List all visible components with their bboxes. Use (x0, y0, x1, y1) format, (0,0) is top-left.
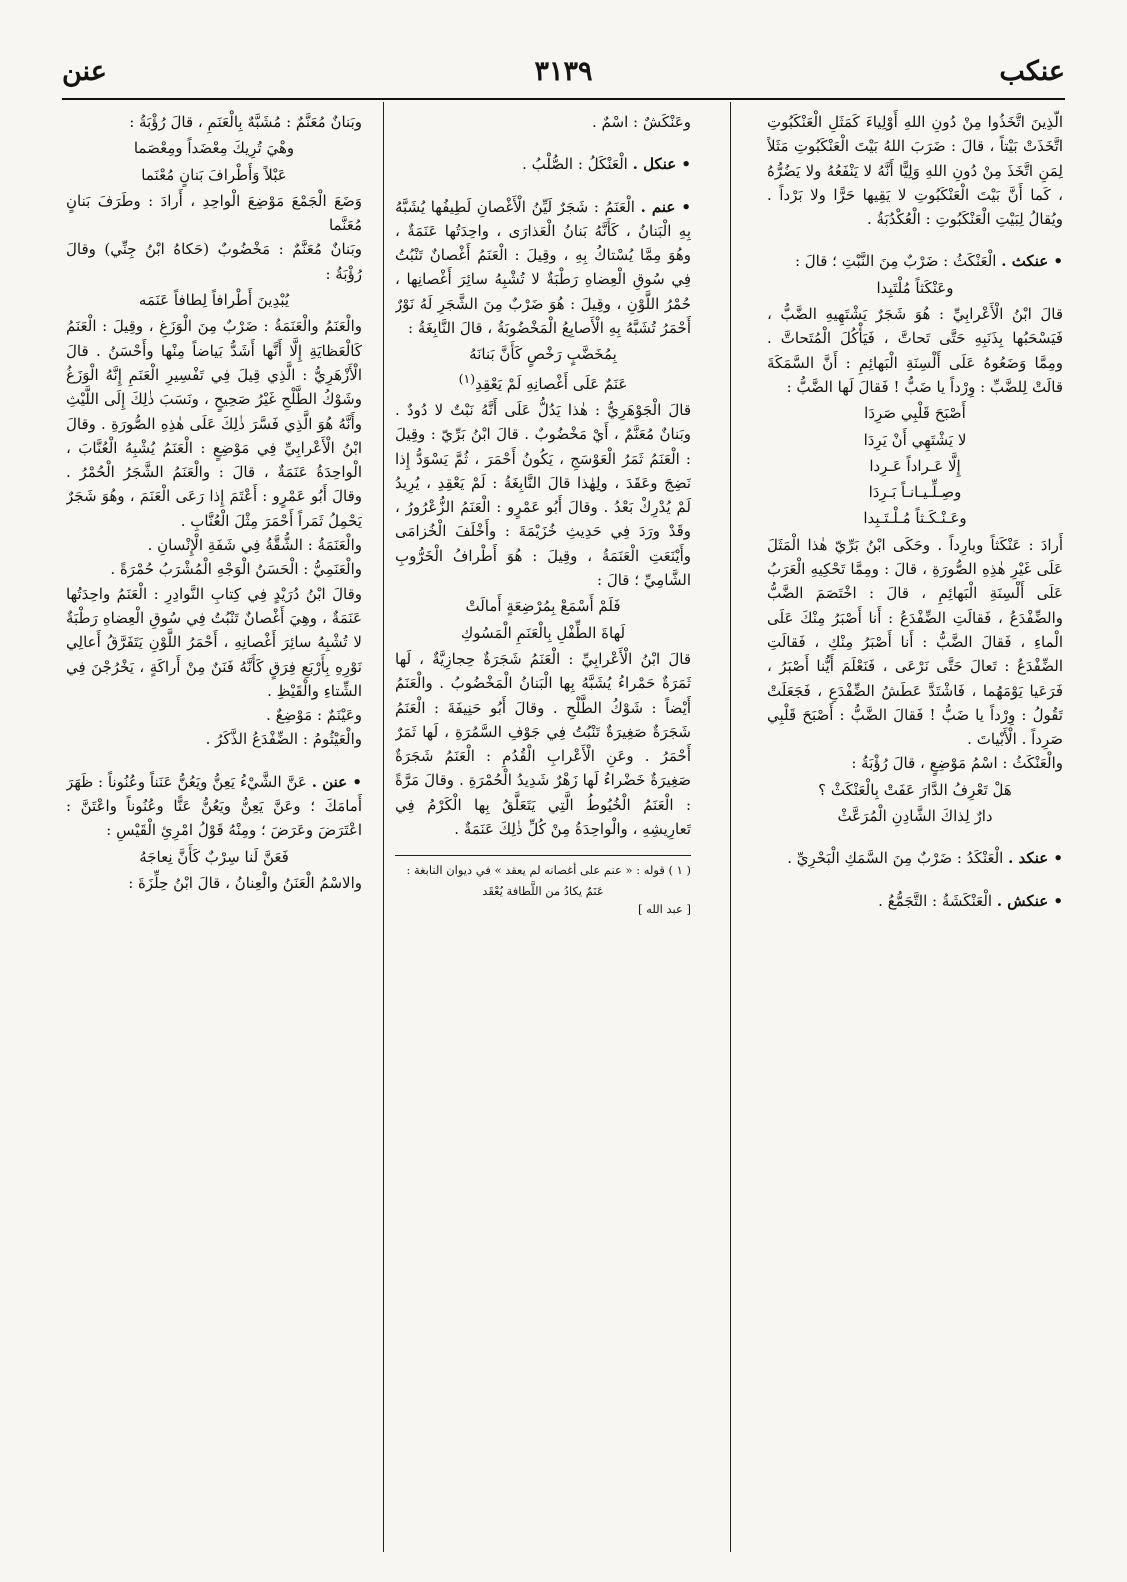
entry-text (767, 889, 1063, 913)
verse-line: عَبْلاً وَأَطْرافَ بَنانٍ مُعْنَما (141, 165, 287, 184)
entry-text (767, 249, 1063, 273)
running-head-right: عنكب (999, 56, 1065, 87)
verse-line: وعَـنْـكَـثاً مُـلْـتَـبِدا (863, 509, 967, 528)
entry-anakab (767, 110, 1063, 231)
column-right (767, 110, 1063, 1552)
verse-text: عَنَمٌ عَلَى أَغْصانِهِ لَمْ يَعْقِدِ (475, 374, 628, 393)
headword: • عنن . (311, 772, 362, 791)
entry-text: وبَنانٌ مُعَنَّمٌ : مُشَبَّهٌ بِالْعَنَمِ ، قالَ رُؤْبَةُ : (129, 113, 362, 131)
page-number: ٣١٣٩ (534, 56, 593, 87)
entry-body: الْعَنْكَلُ : الصُّلْبُ . (522, 155, 628, 174)
entry-text: والْعَيْثُومُ : الضِّفْدَعُ الذَّكَرُ . (205, 730, 362, 749)
headword: • عنكد . (1008, 849, 1063, 868)
entry-text: وعَنْكَشٌ : اسْمٌ . (592, 113, 691, 131)
entry-text: وعَيْنَمٌ : مَوْضِعٌ . (266, 706, 362, 725)
entry-ankash-cont (395, 110, 691, 134)
header-rule (62, 98, 1065, 100)
entry-text: والاسْمُ الْعَنَنُ والْعِنانُ ، قالَ ابْنُ حِلِّزَةَ : (128, 873, 362, 892)
headword: • عنم . (640, 197, 691, 216)
entry-ankal (395, 152, 691, 176)
entry-body: الْعَنْكَشَةُ : التَّجَمُّعُ . (878, 891, 993, 910)
entry-text: وَضَعَ الْجَمْعَ مَوْضِعَ الْواحِدِ ، أَرادَ : وطَرَفَ بَنانٍ مُعَنَّما (66, 191, 362, 235)
verse-line: لَهاةَ الطِّفْلِ بِالْعَنَمِ الْمَسُوكِ (460, 623, 626, 642)
verse-line: فَلَمْ أَسْمَعْ بِمُرْضِعَةٍ أَمالَتْ (465, 597, 621, 616)
verse-line: يُبْدِينَ أَطْرافاً لِطافاً عَنَمَه (138, 291, 290, 310)
column-middle (395, 110, 691, 1552)
headword: • عنكل . (632, 155, 691, 174)
entry-text: وبَنانٌ مُعَنَّمٌ : مَخْضُوبٌ (حَكاهُ ابْنُ جِنِّي) وقالَ رُؤْبَةُ : (66, 240, 362, 283)
verse-line: دارٌ لِذاكَ الشَّادِنِ الْمُرَعَّثْ (837, 807, 993, 826)
entry-body: الْعَنَمُ : شَجَرٌ لَيِّنُ الْأَغْصانِ لَطِيفُها يُشَبَّهُ بِهِ الْبَنانُ ، كَأَنَّهُ بَنانُ الْعَذارَى ، واحِدَتُها عَنَمَةٌ ، وهُوَ مِمَّا يُسْتاكُ بِهِ ، وقِيلَ : الْعَنَمُ أَغْصانٌ تَنْبُتُ فِي سُوقِ الْعِضاهِ رَطْبَةٌ لا تُشْبِهُ سائِرَ أَغْصانِها ، حُمْرُ اللَّوْنِ ، وقِيلَ : هُوَ ضَرْبٌ مِنَ الشَّجَرِ لَهُ نَوْرٌ أَحْمَرُ تُشَبَّهُ بِهِ الْأَصابِعُ الْمَخْضُوبَةُ ، قالَ النَّابِغَةُ : (395, 197, 691, 338)
verse-line: بِمُخَضَّبٍ رَخْصٍ كَأَنَّ بَنانَهُ (469, 345, 617, 364)
verse-line (395, 369, 691, 396)
entry-body: الْعَنْكَدُ : ضَرْبٌ مِنَ السَّمَكِ الْبَحْرِيِّ . (787, 849, 1004, 868)
headword: • عنكث . (1001, 252, 1063, 271)
column-divider (730, 102, 731, 1552)
verse-line: فَعَنَّ لَنا سِرْبٌ كَأَنَّ نِعاجَهُ (139, 847, 289, 866)
verse-line: وصِـلِّـيـانـاً بَـرِدَا (868, 483, 962, 502)
entry-text (395, 152, 691, 176)
verse-line: إِلَّا عَـراداً عَـرِدا (869, 456, 961, 475)
column-divider (383, 102, 384, 1552)
entry-text (66, 770, 362, 843)
verse-line: لا يَشْتَهِي أَنْ يَرِدَا (863, 430, 967, 449)
entry-text: والْعَنَمَةُ : الشُّقَّةُ فِي شَفَةِ الْإِنْسانِ . (147, 536, 362, 555)
entry-body: الْعَنْكَثُ : ضَرْبٌ مِنَ النَّبْتِ ؛ قالَ : (794, 252, 997, 271)
headword: • عنكش . (996, 891, 1063, 910)
entry-text: والْعَنَمِيُّ : الْحَسَنُ الْوَجْهِ الْمُشْرَبُ حُمْرَةً . (110, 560, 362, 579)
entry-ankash (767, 889, 1063, 913)
column-left (66, 110, 362, 1552)
verse-line: وعَنْكَثاً مُلْتَبِدا (876, 278, 954, 297)
entry-text (395, 195, 691, 341)
entry-text: قالَ الْجَوْهَرِيُّ : هٰذا يَدُلُّ عَلَى أَنَّهُ نَبْتٌ لا دُودٌ . وبَنانٌ مُعَنَّمٌ ، أَيْ مَخْضُوبٌ . قالَ ابْنُ بَرِّيّ : وقِيلَ : الْعَنَمُ ثَمَرُ الْعَوْسَجِ ، يَكُونُ أَحْمَرَ ، ثُمَّ يَسْوَدُّ إِذا نَضِجَ وعَقَدَ ، ولِهٰذا قالَ النَّابِغَةُ : لَمْ يَعْقِدِ ، يُرِيدُ لَمْ يُدْرِكْ بَعْدُ . وقالَ أَبُو عَمْرٍو : الْعَنَمُ الزُّعْرُورُ ، وقَدْ ورَدَ فِي حَدِيثِ خُزَيْمَةَ : وأَخْلَفَ الْخُزامَى وأَيْنَعَتِ الْعَنَمَةُ ، وقِيلَ : هُوَ أَطْرافُ الْخَرُّوبِ الشَّامِيِّ ؛ قالَ : (395, 400, 691, 590)
entry-text: الَّذِينَ اتَّخَذُوا مِنْ دُونِ اللهِ أَوْلِياءَ كَمَثَلِ الْعَنْكَبُوتِ اتَّخَذَتْ بَيْتاً ، قالَ : ضَرَبَ اللهُ بَيْتَ الْعَنْكَبُوتِ مَثَلاً لِمَنِ اتَّخَذَ مِنْ دُونِ اللهِ وَلِيًّا أَنَّهُ لا يَنْفَعُهُ ولا يَضُرُّهُ ، كَما أَنَّ بَيْتَ الْعَنْكَبُوتِ لا يَقِيها حَرًّا ولا بَرْداً . ويُقالُ لِبَيْتِ الْعَنْكَبُوتِ : الْعُكْدُبَةُ . (767, 113, 1063, 229)
entry-ankad (767, 846, 1063, 870)
entry-text: قالَ ابْنُ الْأَعْرابِيِّ : هُوَ شَجَرٌ يَشْتَهِيهِ الضَّبُّ ، فَيَسْحَبُها بِذَنَبِهِ حَتَّى تَحاتَّ ، فَيَأْكُلَ الْمُتَحاتَّ . ومِمَّا وَضَعُوهُ عَلَى أَلْسِنَةِ الْبَهائِمِ : أَنَّ السَّمَكَةَ قالَتْ لِلضَّبِّ : وِرْداً يا ضَبُّ ! فَقالَ لَها الضَّبُّ : (767, 305, 1063, 396)
verse-line: هَلْ تَعْرِفُ الدَّارَ عَفَتْ بِالْعَنْكَثْ ؟ (818, 780, 1012, 799)
entry-body: عَنَّ الشَّيْءُ يَعِنُّ ويَعُنُّ عَنَناً وعُنُوناً : ظَهَرَ أَمامَكَ ؛ وعَنَّ يَعِنُّ ويَعُنُّ عَنًّا وعُنُوناً واعْتَنَّ : اعْتَرَضَ وعَرَضَ ؛ ومِنْهُ قَوْلُ امْرِئِ الْقَيْسِ : (66, 772, 362, 840)
verse-line: وهْيَ تُرِيكَ مِعْضَداً ومِعْصَما (133, 139, 295, 158)
footnote-text: ( ١ ) قوله : « عنم على أغصانه لم يعقد » في ديوان النابغة : (406, 863, 691, 878)
page-header (62, 56, 1065, 96)
entry-text: أَرادَ : عَنْكَثاً وبارِداً . وحَكَى ابْنُ بَرِّيّ هٰذا الْمَثَلَ عَلَى غَيْرِ هٰذِهِ الصُّورَةِ ، قالَ : ومِمَّا تَحْكِيهِ الْعَرَبُ عَلَى أَلْسِنَةِ الْبَهائِمِ ، قالَ : اخْتَصَمَ الضَّبُّ والضِّفْدَعُ ، فَقالَتِ الضِّفْدَعُ : أَنا أَصْبَرُ مِنْكَ عَلَى الْماءِ ، فَقالَ الضَّبُّ : أَنا أَصْبَرُ مِنْكِ ، فَقالَتِ الضِّفْدَعُ : تَعالَ حَتَّى نَرْعَى ، فَنَعْلَمَ أَيُّنا أَصْبَرُ ، فَرَعَيا يَوْمَهُما ، فَاشْتَدَّ عَطَشُ الضِّفْدَعِ ، فَجَعَلَتْ تَقُولُ : وِرْداً يا ضَبُّ ! فَقالَ الضَّبُّ : أَصْبَحَ قَلْبِي صَرِداً . الْأَبْياتَ . (767, 535, 1063, 749)
entry-text (767, 846, 1063, 870)
entry-anam (395, 195, 691, 842)
entry-text: والْعَنْكَثُ : اسْمُ مَوْضِعٍ ، قالَ رُؤْبَةُ : (851, 754, 1063, 773)
entry-anan (66, 770, 362, 895)
entry-ankath (767, 249, 1063, 828)
entry-text: وقالَ ابْنُ دُرَيْدٍ فِي كِتابِ النَّوادِرِ : الْعَنَمُ واحِدَتُها عَنَمَةٌ ، وهِيَ أَغْصانٌ تَنْبُتُ فِي سُوقِ الْعِضاهِ رَطْبَةٌ لا تُشْبِهُ سائِرَ أَغْصانِهِ ، أَحْمَرُ اللَّوْنِ يَتَفَرَّقُ أَعالِي نَوْرِهِ بِأَرْبَعِ فِرَقٍ كَأَنَّهُ فَنَنٌ مِنْ أَراكَةٍ ، يَخْرُجْنَ فِي الشِّتاءِ والْقَيْظِ . (66, 584, 362, 700)
footnote-rule (395, 855, 691, 856)
footnote-signature: [ عبد الله ] (638, 902, 691, 917)
entry-text: قالَ ابْنُ الْأَعْرابِيِّ : الْعَنَمُ شَجَرَةٌ حِجازِيَّةٌ ، لَها ثَمَرَةٌ حَمْراءُ يُشَبَّهُ بِها الْبَنانُ الْمَخْضُوبُ . والْعَنَمُ أَيْضاً : شَوْكُ الطَّلْحِ . وقالَ أَبُو حَنِيفَةَ : الْعَنَمُ شَجَرَةٌ صَغِيرَةٌ تَنْبُتُ فِي جَوْفِ السَّمُرَةِ ، لَها ثَمَرٌ أَحْمَرُ . وعَنِ الْأَعْرابِ الْقُدُمِ : الْعَنَمُ شَجَرَةٌ صَغِيرَةٌ خَضْراءُ لَها زَهْرٌ شَدِيدُ الْحُمْرَةِ . وقالَ مَرَّةً : الْعَنَمُ الْخُيُوطُ الَّتِي يَتَعَلَّقُ بِها الْكَرْمُ فِي تَعارِيشِهِ ، والْواحِدَةُ مِنْ كُلِّ ذٰلِكَ عَنَمَةٌ . (395, 649, 691, 839)
entry-anam-cont (66, 110, 362, 752)
entry-text: والْعَنَمُ والْعَنَمَةُ : ضَرْبٌ مِنَ الْوَزَغِ ، وقِيلَ : الْعَنَمُ كَالْعَظايَةِ إِلَّا أَنَّها أَشَدُّ بَياضاً مِنْها وأَحْسَنُ . قالَ الْأَزْهَرِيُّ : الَّذِي قِيلَ فِي تَفْسِيرِ الْعَنَمِ إِنَّهُ الْوَزَغُ وشَوْكُ الطَّلْحِ غَيْرُ صَحِيحٍ ، ونَسَبَ ذٰلِكَ إِلَى اللَّيْثِ وأَنَّهُ هُوَ الَّذِي فَسَّرَ ذٰلِكَ عَلَى هٰذِهِ الصُّورَةِ . وقالَ ابْنُ الْأَعْرابِيِّ فِي مَوْضِعٍ : الْعَنَمُ يُشْبِهُ الْعُنَّابَ ، الْواحِدَةُ عَنَمَةٌ ، قالَ : والْعَنَمُ الشَّجَرُ الْحُمْرُ . وقالَ أَبُو عَمْرٍو : أَعْتَمَ إِذا رَعَى الْعَنَمَ ، وهُوَ شَجَرٌ يَحْمِلُ ثَمَراً أَحْمَرَ مِثْلَ الْعُنَّابِ . (66, 317, 362, 530)
footnote-verse: عَنَمٌ يكادُ من اللَّطافة يُعْقَد (482, 884, 604, 899)
verse-line: أَصْبَحَ قَلْبِي صَرِدَا (864, 404, 966, 423)
footnote-marker: (١) (458, 370, 476, 386)
running-head-left: عنن (62, 56, 107, 87)
